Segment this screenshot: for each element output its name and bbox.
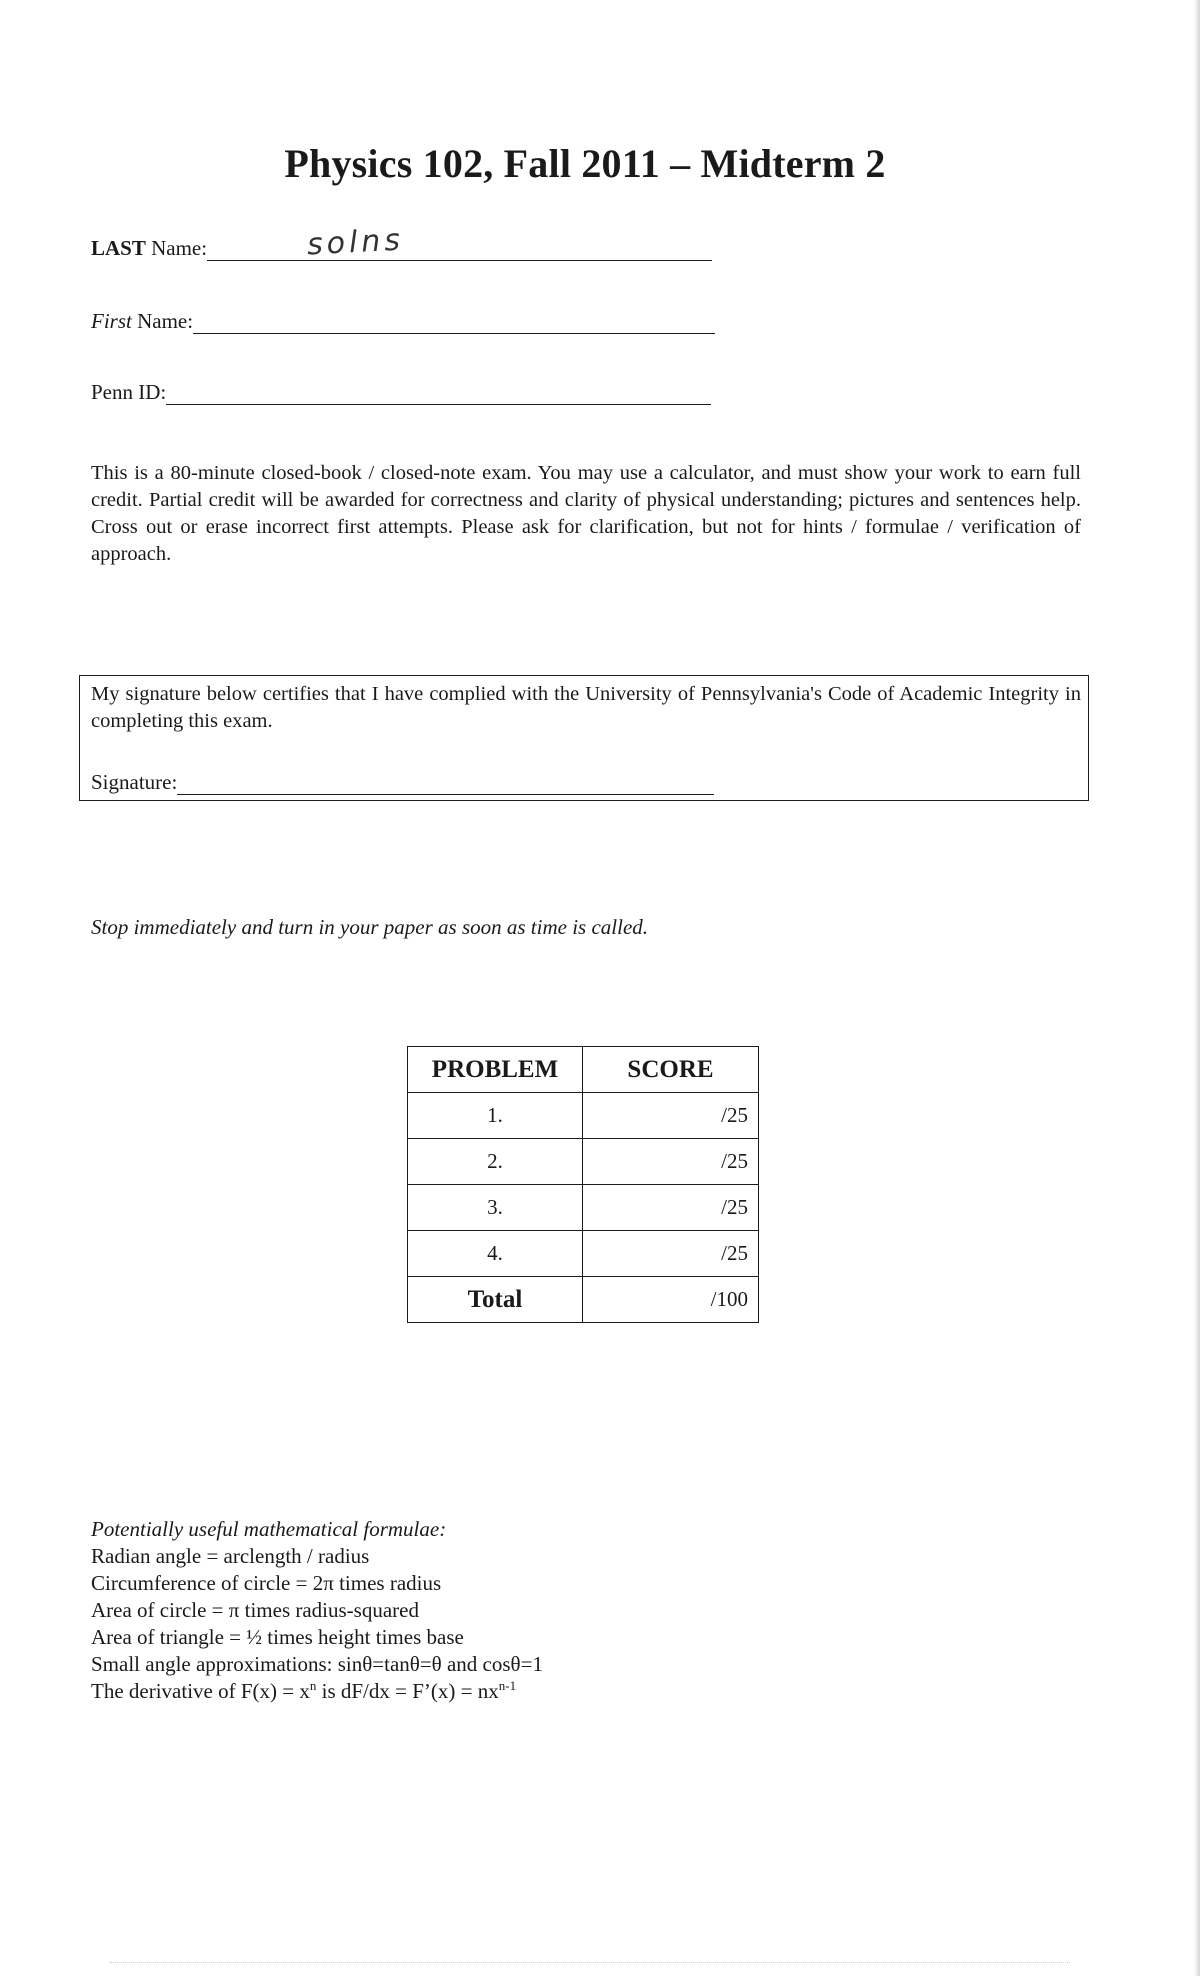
formula-line: Area of triangle = ½ times height times base bbox=[91, 1625, 464, 1649]
last-name-field bbox=[91, 222, 712, 263]
problem-number: 2. bbox=[408, 1139, 583, 1185]
problem-score[interactable]: /25 bbox=[583, 1185, 759, 1231]
header-score: SCORE bbox=[583, 1047, 759, 1093]
integrity-box bbox=[79, 675, 1089, 801]
score-table bbox=[407, 1046, 759, 1323]
formula-line: Area of circle = π times radius-squared bbox=[91, 1598, 419, 1622]
problem-number: 1. bbox=[408, 1093, 583, 1139]
scan-artifact-line bbox=[110, 1962, 1070, 1963]
page-edge bbox=[1194, 0, 1200, 1976]
table-row bbox=[408, 1185, 759, 1231]
table-header-row bbox=[408, 1047, 759, 1093]
signature-input[interactable] bbox=[177, 772, 714, 795]
penn-id-field bbox=[91, 380, 711, 405]
total-score[interactable]: /100 bbox=[583, 1277, 759, 1323]
formula-line: Circumference of circle = 2π times radius bbox=[91, 1571, 442, 1595]
total-label: Total bbox=[408, 1277, 583, 1323]
table-row bbox=[408, 1139, 759, 1185]
formula-line: Radian angle = arclength / radius bbox=[91, 1544, 370, 1568]
problem-score[interactable]: /25 bbox=[583, 1231, 759, 1277]
problem-number: 3. bbox=[408, 1185, 583, 1231]
problem-score[interactable]: /25 bbox=[583, 1093, 759, 1139]
formulae-section bbox=[91, 1516, 543, 1705]
first-name-label: First Name: bbox=[91, 309, 194, 333]
formula-derivative: The derivative of $F(x) = x^n$ is dF/dx = F’(x) = $nx^{n-1}$ bbox=[91, 1678, 517, 1703]
signature-label: Signature: bbox=[91, 770, 178, 794]
formulae-heading: Potentially useful mathematical formulae: bbox=[91, 1517, 447, 1541]
table-row bbox=[408, 1093, 759, 1139]
header-problem: PROBLEM bbox=[408, 1047, 583, 1093]
problem-number: 4. bbox=[408, 1231, 583, 1277]
formula-line: Small angle approximations: sinθ=tanθ=θ and cosθ=1 bbox=[91, 1652, 543, 1676]
first-name-input[interactable] bbox=[193, 311, 715, 334]
penn-id-input[interactable] bbox=[166, 382, 711, 405]
page-title: Physics 102, Fall 2011 – Midterm 2 bbox=[284, 141, 886, 186]
stop-note: Stop immediately and turn in your paper as soon as time is called. bbox=[91, 915, 649, 939]
exam-instructions: This is a 80-minute closed-book / closed-note exam. You may use a calculator, and must show your work to earn full credit. Partial credit will be awarded for correctness and clarity of physical understanding; pictures and sentences help. Cross out or erase incorrect first attempts. Please ask for clarification, but not for hints / formulae / verification of approach. bbox=[91, 462, 1081, 565]
integrity-statement: My signature below certifies that I have complied with the University of Pennsylvania's Code of Academic Integrity in completing this exam. bbox=[91, 683, 1081, 732]
last-name-input[interactable] bbox=[207, 222, 712, 263]
penn-id-label: Penn ID: bbox=[91, 380, 167, 404]
last-name-label: LAST Name: bbox=[91, 236, 208, 260]
table-total-row bbox=[408, 1277, 759, 1323]
problem-score[interactable]: /25 bbox=[583, 1139, 759, 1185]
table-row bbox=[408, 1231, 759, 1277]
first-name-field bbox=[91, 309, 715, 334]
signature-field bbox=[91, 770, 714, 795]
handwritten-answer: solns bbox=[306, 222, 405, 263]
